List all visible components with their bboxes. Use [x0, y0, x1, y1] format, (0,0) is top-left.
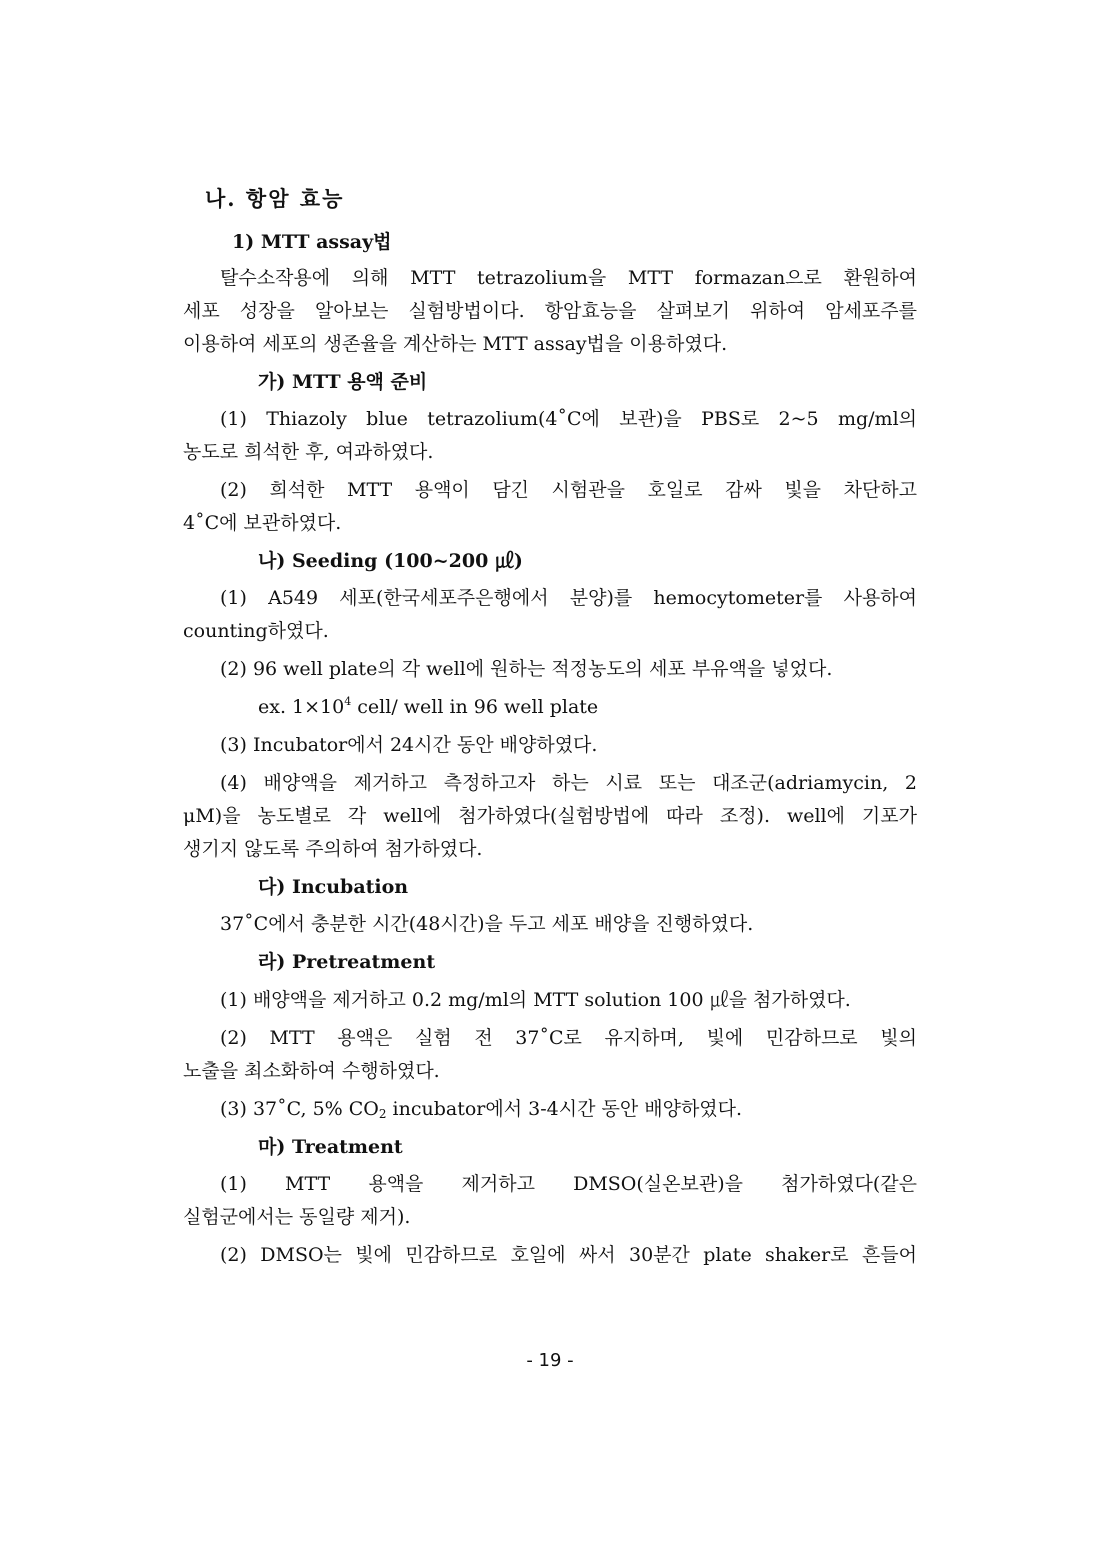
heading-ga: 가) MTT 용액 준비: [258, 371, 428, 393]
intro-line-2: 세포 성장을 알아보는 실험방법이다. 항암효능을 살펴보기 위하여 암세포주를: [183, 300, 917, 322]
na-p1-line-2: counting하였다.: [183, 620, 329, 642]
section-title: 나. 항암 효능: [205, 186, 345, 211]
subsection-title: 1) MTT assay법: [232, 231, 392, 253]
ra-p3: (3) 37˚C, 5% $CO_2$ incubator에서 3-4시간 동안 배양하였다.: [220, 1098, 743, 1121]
ga-p2-line-1: (2) 희석한 MTT 용액이 담긴 시험관을 호일로 감싸 빛을 차단하고: [220, 479, 917, 501]
page-number: - 19 -: [526, 1350, 574, 1371]
heading-ra: 라) Pretreatment: [258, 951, 436, 973]
na-example: ex. $1\times 10^4$ cell/ well in 96 well plate: [258, 695, 599, 718]
na-p4-line-3: 생기지 않도록 주의하여 첨가하였다.: [183, 838, 483, 860]
ga-p1-line-2: 농도로 희석한 후, 여과하였다.: [183, 441, 434, 463]
intro-line-1: 탈수소작용에 의해 MTT tetrazolium을 MTT formazan으로 환원하여: [220, 267, 917, 289]
ma-p1-line-2: 실험군에서는 동일량 제거).: [183, 1206, 411, 1228]
ga-p1-line-1: (1) Thiazoly blue tetrazolium(4˚C에 보관)을 PBS로 2~5 mg/ml의: [220, 408, 917, 430]
na-p4-line-1: (4) 배양액을 제거하고 측정하고자 하는 시료 또는 대조군(adriamycin, 2: [220, 772, 917, 794]
ra-p2-line-1: (2) MTT 용액은 실험 전 37˚C로 유지하며, 빛에 민감하므로 빛의: [220, 1027, 917, 1049]
intro-line-3: 이용하여 세포의 생존율을 계산하는 MTT assay법을 이용하였다.: [183, 333, 728, 355]
na-p4-line-2: μM)을 농도별로 각 well에 첨가하였다(실험방법에 따라 조정). well에 기포가: [183, 805, 917, 827]
heading-na: 나) Seeding (100~200 ㎕): [258, 550, 523, 572]
ra-p1: (1) 배양액을 제거하고 0.2 mg/ml의 MTT solution 100 ㎕을 첨가하였다.: [220, 989, 851, 1011]
heading-da: 다) Incubation: [258, 876, 409, 898]
da-p1: 37˚C에서 충분한 시간(48시간)을 두고 세포 배양을 진행하였다.: [220, 913, 754, 935]
heading-ma: 마) Treatment: [258, 1136, 403, 1158]
ra-p2-line-2: 노출을 최소화하여 수행하였다.: [183, 1060, 440, 1082]
na-p3: (3) Incubator에서 24시간 동안 배양하였다.: [220, 734, 598, 756]
ga-p2-line-2: 4˚C에 보관하였다.: [183, 512, 342, 534]
ma-p1-line-1: (1) MTT 용액을 제거하고 DMSO(실온보관)을 첨가하였다(같은: [220, 1173, 917, 1195]
na-p1-line-1: (1) A549 세포(한국세포주은행에서 분양)를 hemocytometer를 사용하여: [220, 587, 917, 609]
na-p2: (2) 96 well plate의 각 well에 원하는 적정농도의 세포 부유액을 넣었다.: [220, 658, 833, 680]
ma-p2: (2) DMSO는 빛에 민감하므로 호일에 싸서 30분간 plate shaker로 흔들어: [220, 1244, 917, 1266]
